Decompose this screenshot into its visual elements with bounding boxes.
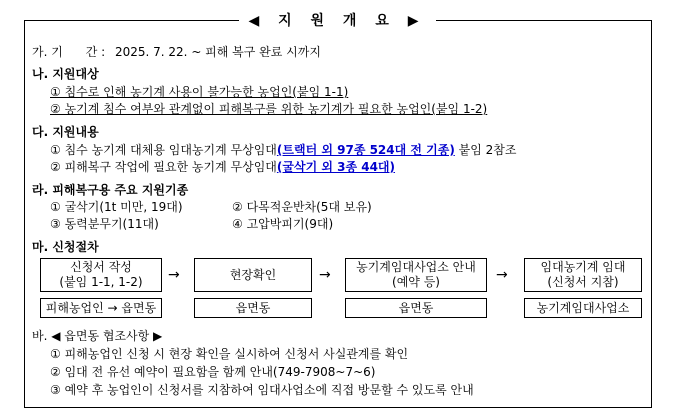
title-bar	[0, 10, 674, 32]
content-item-1-note: 붙임 2참조	[454, 143, 517, 157]
step-4-box	[524, 258, 642, 292]
step-arrow-3: →	[496, 267, 508, 283]
step-2-owner: 읍면동	[194, 298, 312, 318]
cooperation-item-1: ① 피해농업인 신청 시 현장 확인을 실시하여 신청서 사실관계를 확인	[50, 347, 409, 361]
standards-heading: 라. 피해복구용 주요 지원기종	[32, 183, 189, 197]
step-1-owner: 피해농업인 → 읍면동	[40, 298, 162, 318]
target-item-2: ② 농기계 침수 여부와 관계없이 피해복구를 위한 농기계가 필요한 농업인(붙임 1-2)	[50, 102, 488, 116]
step-2-title: 현장확인	[229, 267, 277, 282]
step-1-title: 신청서 작성	[70, 260, 132, 274]
content-item-1-link[interactable]: (트랙터 외 97종 524대 전 기종)	[276, 143, 455, 157]
step-arrow-2: →	[319, 267, 331, 283]
period-row	[32, 44, 321, 61]
standards-item-1: ① 굴삭기(1t 미만, 19대)	[50, 200, 183, 214]
content-item-2	[50, 159, 395, 176]
content-item-1	[50, 142, 516, 159]
page-title: ◀ 지 원 개 요 ▶	[239, 10, 436, 32]
content-item-2-link[interactable]: (굴삭기 외 3종 44대)	[276, 160, 396, 174]
step-3-sub: (예약 등)	[392, 275, 440, 289]
target-heading: 나. 지원대상	[32, 67, 99, 81]
procedure-heading: 마. 신청절차	[32, 240, 99, 254]
step-3-owner: 읍면동	[345, 298, 487, 318]
step-3-box	[345, 258, 487, 292]
content-item-1-text: ① 침수 농기계 대체용 임대농기계 무상임대	[50, 143, 277, 157]
step-4-sub: (신청서 지참)	[547, 275, 619, 289]
content-item-2-text: ② 피해복구 작업에 필요한 농기계 무상임대	[50, 160, 277, 174]
cooperation-item-3: ③ 예약 후 농업인이 신청서를 지참하여 임대사업소에 직접 방문할 수 있도록 안내	[50, 383, 474, 397]
step-4-owner: 농기계임대사업소	[524, 298, 642, 318]
cooperation-item-2: ② 임대 전 유선 예약이 필요함을 함께 안내(749-7908~7~6)	[50, 365, 376, 379]
content-heading: 다. 지원내용	[32, 125, 99, 139]
step-arrow-1: →	[168, 267, 180, 283]
step-4-title: 임대농기계 임대	[540, 260, 626, 274]
period-value: 2025. 7. 22. ~ 피해 복구 완료 시까지	[114, 45, 321, 59]
standards-item-4: ④ 고압박피기(9대)	[232, 217, 334, 231]
step-1-sub: (붙임 1-1, 1-2)	[59, 275, 143, 289]
standards-item-2: ② 다목적운반차(5대 보유)	[232, 200, 372, 214]
step-3-title: 농기계임대사업소 안내	[356, 260, 476, 274]
step-2-box	[194, 258, 312, 292]
period-label: 가. 기 간 :	[32, 45, 106, 59]
target-item-1: ① 침수로 인해 농기계 사용이 불가능한 농업인(붙임 1-1)	[50, 85, 349, 99]
standards-item-3: ③ 동력분무기(11대)	[50, 217, 159, 231]
cooperation-heading: 바. ◀ 읍면동 협조사항 ▶	[32, 329, 163, 343]
step-1-box	[40, 258, 162, 292]
